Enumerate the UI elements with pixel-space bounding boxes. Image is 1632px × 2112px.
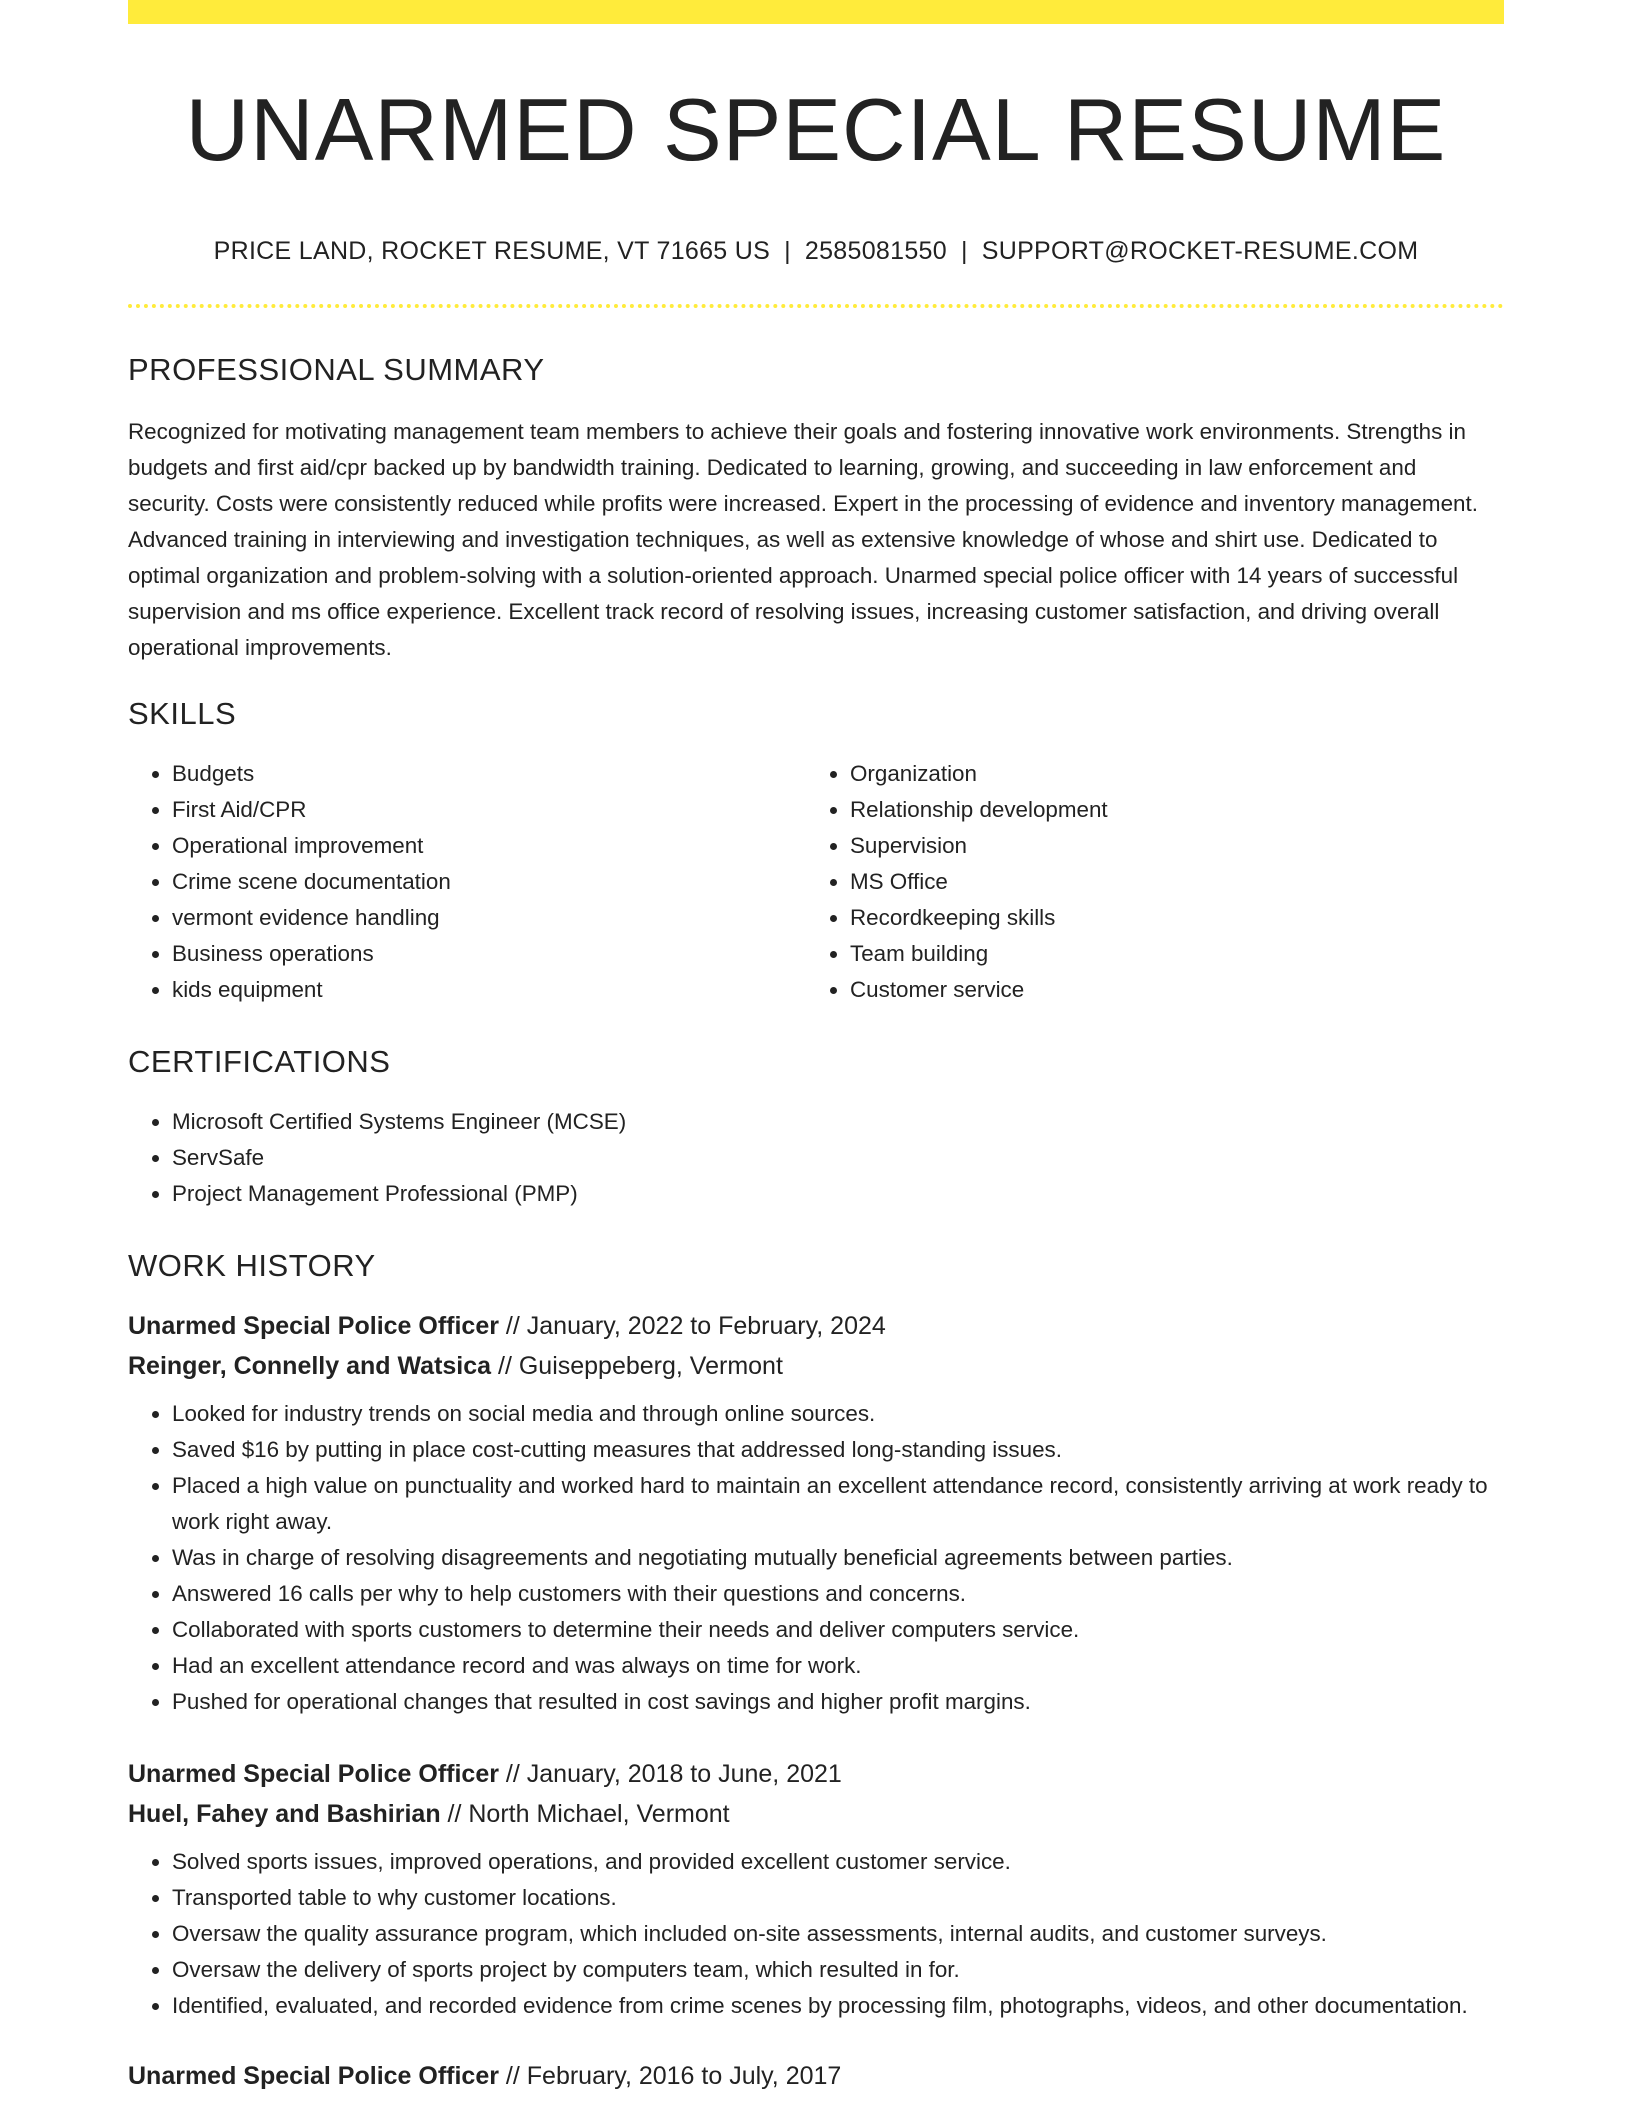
accent-bar [128, 0, 1504, 24]
skill-item: • Crime scene documentation [172, 864, 806, 900]
skill-item: • Supervision [850, 828, 1484, 864]
job-bullet: • Looked for industry trends on social media and through online sources. [172, 1396, 1504, 1432]
job-bullet: • Was in charge of resolving disagreements and negotiating mutually beneficial agreements between parties. [172, 1540, 1504, 1576]
job-role: Unarmed Special Police Officer [128, 1759, 499, 1788]
skills-right-list [806, 756, 1484, 1008]
job-bullet: • Oversaw the delivery of sports project by computers team, which resulted in for. [172, 1952, 1504, 1988]
job-bullet: • Transported table to why customer locations. [172, 1880, 1504, 1916]
job-role: Unarmed Special Police Officer [128, 1311, 499, 1340]
job-title-line [128, 2056, 1504, 2096]
job-title-line [128, 1306, 1504, 1346]
certification-item: • Project Management Professional (PMP) [172, 1176, 1504, 1212]
skills-left-list [128, 756, 806, 1008]
separator: | [784, 236, 791, 265]
address: PRICE LAND, ROCKET RESUME, VT 71665 US [213, 236, 771, 265]
work-history-heading: WORK HISTORY [128, 1247, 376, 1283]
job-bullet: • Identified, evaluated, and recorded evidence from crime scenes by processing film, photographs, videos, and other documentation. [172, 1988, 1504, 2024]
email: SUPPORT@ROCKET-RESUME.COM [981, 236, 1419, 265]
skill-item: • Business operations [172, 936, 806, 972]
skill-item: • Team building [850, 936, 1484, 972]
job-company-line [128, 1794, 1504, 1834]
phone: 2585081550 [804, 236, 947, 265]
job-title-line [128, 1754, 1504, 1794]
job-bullet: • Saved $16 by putting in place cost-cutting measures that addressed long-standing issues. [172, 1432, 1504, 1468]
job-bullet: • Collaborated with sports customers to determine their needs and deliver computers service. [172, 1612, 1504, 1648]
job-role: Unarmed Special Police Officer [128, 2061, 499, 2090]
summary-text: Recognized for motivating management team members to achieve their goals and fostering innovative work environments. Strengths in budgets and first aid/cpr backed up by bandwidth training. Dedicated to learning, growing, and succeeding in law enforcement and security. Costs were consistently reduced while profits were increased. Expert in the processing of evidence and inventory management. Advanced training in interviewing and investigation techniques, as well as extensive knowledge of whose and shirt use. Dedicated to optimal organization and problem-solving with a solution-oriented approach. Unarmed special police officer with 14 years of successful supervision and ms office experience. Excellent track record of resolving issues, increasing customer satisfaction, and driving overall operational improvements. [128, 418, 1478, 660]
certification-item: • Microsoft Certified Systems Engineer (MCSE) [172, 1104, 1504, 1140]
skill-item: • Operational improvement [172, 828, 806, 864]
job-dates: // January, 2022 to February, 2024 [498, 1311, 886, 1340]
dotted-divider [128, 304, 1504, 308]
skill-item: • Customer service [850, 972, 1484, 1008]
job-entry [128, 1306, 1504, 1720]
job-bullet: • Had an excellent attendance record and was always on time for work. [172, 1648, 1504, 1684]
job-dates: // January, 2018 to June, 2021 [498, 1759, 842, 1788]
separator: | [960, 236, 968, 265]
job-bullet: • Solved sports issues, improved operations, and provided excellent customer service. [172, 1844, 1504, 1880]
job-entry [128, 2056, 1504, 2096]
job-company-line [128, 1346, 1504, 1386]
skills-heading: SKILLS [128, 695, 237, 731]
certifications-list [128, 1104, 1504, 1212]
skill-item: • Recordkeeping skills [850, 900, 1484, 936]
certification-item: • ServSafe [172, 1140, 1504, 1176]
job-bullets [128, 1396, 1504, 1720]
resume-page [128, 0, 1504, 2112]
skill-item: • Budgets [172, 756, 806, 792]
skills-columns [128, 756, 1504, 1008]
job-entry [128, 1754, 1504, 2024]
skill-item: • Relationship development [850, 792, 1484, 828]
skill-item: • MS Office [850, 864, 1484, 900]
job-bullet: • Pushed for operational changes that resulted in cost savings and higher profit margins. [172, 1684, 1504, 1720]
job-bullet: • Oversaw the quality assurance program, which included on-site assessments, internal audits, and customer surveys. [172, 1916, 1504, 1952]
skill-item: • kids equipment [172, 972, 806, 1008]
job-bullets [128, 1844, 1504, 2024]
certifications-heading: CERTIFICATIONS [128, 1043, 391, 1079]
job-company: Huel, Fahey and Bashirian [128, 1799, 441, 1828]
skill-item: • vermont evidence handling [172, 900, 806, 936]
contact-line [128, 237, 1504, 266]
skill-item: • First Aid/CPR [172, 792, 806, 828]
resume-name: UNARMED SPECIAL RESUME [185, 80, 1447, 179]
job-bullet: • Answered 16 calls per why to help customers with their questions and concerns. [172, 1576, 1504, 1612]
job-location: // North Michael, Vermont [440, 1799, 730, 1828]
summary-heading: PROFESSIONAL SUMMARY [128, 351, 545, 387]
job-bullet: • Placed a high value on punctuality and worked hard to maintain an excellent attendance record, consistently arriving at work ready to work right away. [172, 1468, 1504, 1540]
job-dates: // February, 2016 to July, 2017 [498, 2061, 842, 2090]
skill-item: • Organization [850, 756, 1484, 792]
job-location: // Guiseppeberg, Vermont [491, 1351, 783, 1380]
job-company: Reinger, Connelly and Watsica [128, 1351, 492, 1380]
